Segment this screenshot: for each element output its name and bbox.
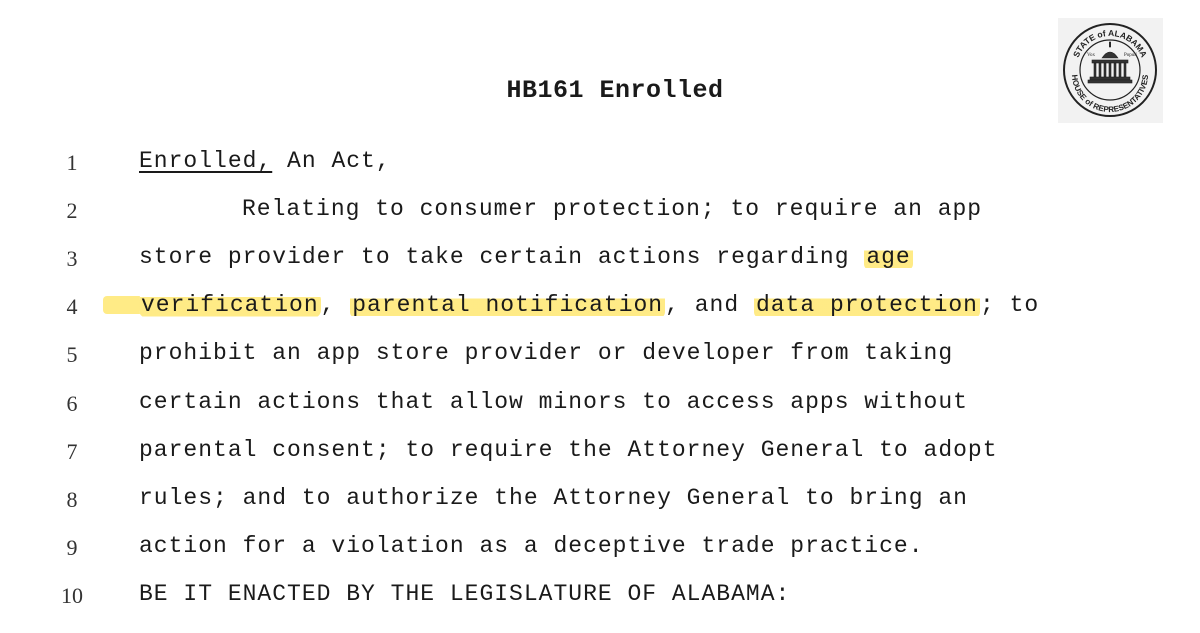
line-number: 2: [66, 198, 78, 223]
state-seal-image: [1058, 18, 1163, 123]
seal-right-word: Populi: [1124, 53, 1138, 58]
line-number: 3: [66, 246, 78, 271]
highlighted-term: parental notification: [352, 292, 664, 318]
text-line-9: [139, 533, 924, 559]
highlighted-term: verification: [141, 292, 319, 318]
text-line-1: [139, 148, 391, 174]
document-title: HB161 Enrolled: [506, 76, 724, 105]
line-number: 8: [66, 487, 78, 512]
enrolled-label: Enrolled,: [139, 148, 273, 174]
text-fragment: ,: [320, 292, 351, 318]
text-line-8: [139, 485, 968, 511]
text-line-5: [139, 340, 953, 366]
line-number: 9: [66, 535, 78, 560]
line-number: 6: [66, 391, 78, 416]
line-number: 5: [66, 342, 78, 367]
text-fragment: An Act,: [272, 148, 391, 174]
highlighted-term: age: [866, 244, 911, 270]
seal-left-word: Vox: [1087, 53, 1095, 58]
line-number: 10: [61, 583, 83, 608]
text-fragment: parental consent; to require the Attorney General to adopt: [139, 437, 998, 463]
text-fragment: prohibit an app store provider or developer from taking: [139, 340, 954, 366]
text-fragment: , and: [665, 292, 754, 318]
text-fragment: action for a violation as a deceptive trade practice.: [139, 533, 924, 559]
text-line-2: [139, 196, 982, 222]
text-fragment: store provider to take certain actions regarding: [139, 244, 865, 270]
highlighted-term: data protection: [755, 292, 978, 318]
line-number: 1: [66, 150, 78, 175]
line-number: 4: [66, 294, 78, 319]
seal-top-text: STATE of ALABAMA: [1070, 27, 1150, 59]
text-fragment: ; to: [979, 292, 1040, 318]
text-fragment: Relating to consumer protection; to require an app: [242, 196, 983, 222]
seal-bottom-text: HOUSE of REPRESENTATIVES: [1069, 74, 1151, 115]
text-line-6: [139, 389, 968, 415]
text-fragment: certain actions that allow minors to access apps without: [139, 389, 968, 415]
text-line-7: [139, 437, 998, 463]
text-line-3: [139, 244, 913, 270]
text-line-4: [139, 292, 1039, 318]
enacting-clause: BE IT ENACTED BY THE LEGISLATURE OF ALABAMA:: [139, 581, 791, 607]
text-fragment: rules; and to authorize the Attorney General to bring an: [139, 485, 968, 511]
text-line-10: [139, 581, 790, 607]
line-number: 7: [66, 439, 78, 464]
